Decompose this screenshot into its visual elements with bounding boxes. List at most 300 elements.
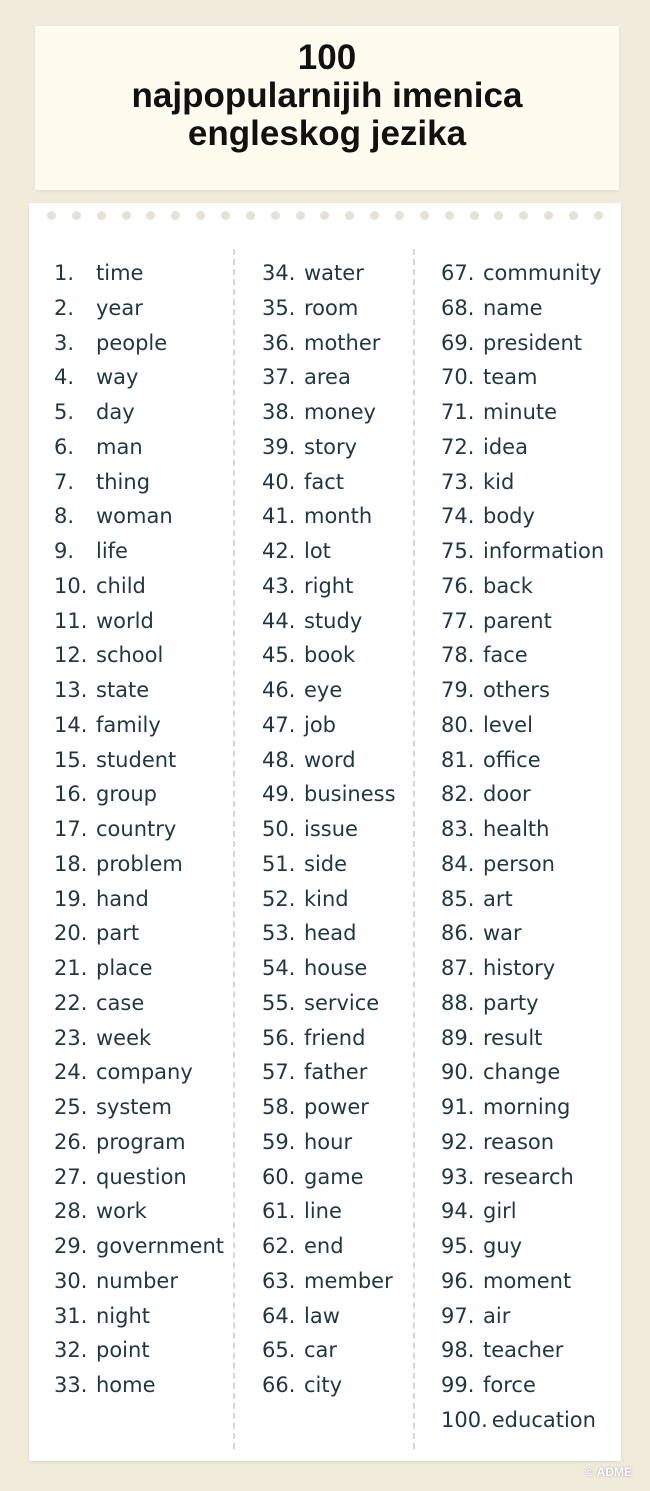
- item-number: 19.: [54, 886, 88, 911]
- item-word: teacher: [483, 1338, 564, 1363]
- list-item: [262, 777, 396, 812]
- item-number: 64.: [262, 1303, 296, 1328]
- item-word: student: [96, 747, 177, 772]
- item-number: 38.: [262, 400, 296, 424]
- list-item: [441, 534, 604, 569]
- binder-hole: [544, 211, 553, 220]
- item-word: air: [483, 1303, 511, 1328]
- binder-hole: [494, 211, 503, 220]
- item-number: 96.: [441, 1268, 475, 1293]
- item-number: 13.: [54, 678, 88, 702]
- binder-hole: [370, 211, 379, 220]
- list-item: [441, 326, 604, 361]
- list-item: [54, 812, 224, 847]
- item-word: program: [96, 1129, 186, 1154]
- item-word: team: [483, 365, 538, 390]
- item-number: 41.: [262, 504, 296, 529]
- item-number: 86.: [441, 921, 475, 946]
- item-word: house: [304, 956, 368, 980]
- item-word: government: [96, 1234, 225, 1258]
- binder-hole: [420, 211, 429, 220]
- item-number: 36.: [262, 330, 296, 355]
- item-word: man: [96, 434, 143, 459]
- item-word: art: [483, 886, 513, 911]
- item-word: car: [304, 1338, 338, 1363]
- item-word: health: [483, 817, 550, 841]
- item-number: 30.: [54, 1268, 88, 1293]
- item-word: place: [96, 956, 153, 980]
- binder-hole: [296, 211, 305, 220]
- item-word: parent: [483, 608, 552, 633]
- list-item: [262, 638, 396, 673]
- list-item: [54, 1055, 224, 1090]
- item-word: business: [304, 782, 396, 807]
- item-number: 60.: [262, 1164, 296, 1189]
- binder-hole: [122, 211, 131, 220]
- list-item: [262, 1125, 396, 1160]
- item-word: line: [304, 1199, 342, 1224]
- item-number: 42.: [262, 539, 296, 563]
- item-word: side: [304, 851, 348, 876]
- item-word: time: [96, 261, 144, 285]
- item-word: point: [96, 1338, 150, 1363]
- item-word: way: [96, 365, 139, 390]
- list-item: [262, 326, 396, 361]
- list-item: [262, 1090, 396, 1125]
- binder-hole: [72, 211, 81, 220]
- list-item: [262, 812, 396, 847]
- list-item: [54, 638, 224, 673]
- list-item: [441, 430, 604, 465]
- list-item: [262, 430, 396, 465]
- list-item: [262, 1368, 396, 1403]
- item-word: father: [304, 1060, 368, 1085]
- list-item: [441, 708, 604, 743]
- title-line-3: engleskog jezika: [187, 114, 467, 153]
- list-item: [54, 256, 224, 291]
- list-item: [54, 673, 224, 708]
- list-item: [441, 569, 604, 604]
- list-item: [441, 499, 604, 534]
- item-number: 70.: [441, 365, 475, 390]
- item-number: 65.: [262, 1338, 296, 1363]
- item-number: 40.: [262, 469, 296, 494]
- item-number: 37.: [262, 365, 296, 390]
- item-number: 59.: [262, 1129, 296, 1154]
- list-item: [441, 638, 604, 673]
- list-item: [54, 465, 224, 500]
- list-item: [54, 1160, 224, 1195]
- word-column-2: [262, 256, 396, 1403]
- item-word: community: [483, 261, 602, 285]
- list-item: [441, 1090, 604, 1125]
- item-word: country: [96, 817, 177, 841]
- item-number: 18.: [54, 851, 88, 876]
- binder-hole: [47, 211, 56, 220]
- item-number: 94.: [441, 1199, 475, 1224]
- list-item: [54, 777, 224, 812]
- item-word: game: [304, 1164, 364, 1189]
- item-word: level: [483, 712, 533, 737]
- list-item: [262, 465, 396, 500]
- item-number: 12.: [54, 643, 88, 668]
- item-word: head: [304, 921, 357, 946]
- list-item: [262, 1160, 396, 1195]
- item-number: 99.: [441, 1373, 475, 1397]
- item-word: force: [483, 1373, 536, 1397]
- item-number: 74.: [441, 504, 475, 529]
- item-number: 68.: [441, 295, 475, 320]
- item-word: minute: [483, 400, 558, 424]
- item-number: 71.: [441, 400, 475, 424]
- item-word: name: [483, 295, 543, 320]
- item-word: result: [483, 1025, 543, 1050]
- list-item: [54, 986, 224, 1021]
- list-item: [441, 1194, 604, 1229]
- title-line-2: najpopularnijih imenica: [131, 76, 523, 115]
- list-item: [441, 673, 604, 708]
- list-item: [441, 465, 604, 500]
- item-word: life: [96, 539, 128, 563]
- item-word: door: [483, 782, 531, 807]
- list-item: [441, 1403, 604, 1438]
- item-word: friend: [304, 1025, 366, 1050]
- item-number: 84.: [441, 851, 475, 876]
- word-column-1: [54, 256, 224, 1403]
- binder-hole: [594, 211, 603, 220]
- item-word: lot: [304, 539, 331, 563]
- list-item: [441, 1299, 604, 1334]
- list-item: [54, 882, 224, 917]
- item-word: home: [96, 1373, 156, 1397]
- item-number: 54.: [262, 956, 296, 980]
- column-divider: [233, 249, 235, 1449]
- item-number: 45.: [262, 643, 296, 668]
- item-number: 44.: [262, 608, 296, 633]
- item-word: year: [96, 295, 143, 320]
- item-number: 100.: [441, 1407, 488, 1432]
- item-number: 88.: [441, 990, 475, 1015]
- item-number: 89.: [441, 1025, 475, 1050]
- item-number: 48.: [262, 747, 296, 772]
- item-number: 92.: [441, 1129, 475, 1154]
- item-word: hand: [96, 886, 149, 911]
- item-number: 17.: [54, 817, 88, 841]
- item-word: number: [96, 1268, 178, 1293]
- item-number: 93.: [441, 1164, 475, 1189]
- column-divider: [413, 249, 415, 1449]
- item-number: 75.: [441, 539, 475, 563]
- item-word: office: [483, 747, 541, 772]
- item-word: city: [304, 1373, 343, 1397]
- list-item: [441, 986, 604, 1021]
- item-word: word: [304, 747, 356, 772]
- item-number: 49.: [262, 782, 296, 807]
- item-number: 14.: [54, 712, 88, 737]
- item-number: 69.: [441, 330, 475, 355]
- list-item: [54, 569, 224, 604]
- item-word: girl: [483, 1199, 517, 1224]
- item-number: 9.: [54, 539, 75, 563]
- list-item: [262, 1299, 396, 1334]
- item-word: part: [96, 921, 140, 946]
- item-word: book: [304, 643, 356, 668]
- item-number: 7.: [54, 469, 75, 494]
- item-number: 63.: [262, 1268, 296, 1293]
- item-number: 56.: [262, 1025, 296, 1050]
- item-number: 47.: [262, 712, 296, 737]
- list-item: [54, 395, 224, 430]
- item-word: world: [96, 608, 154, 633]
- item-word: war: [483, 921, 522, 946]
- item-word: money: [304, 400, 376, 424]
- item-word: person: [483, 851, 555, 876]
- item-word: company: [96, 1060, 193, 1085]
- item-number: 62.: [262, 1234, 296, 1258]
- list-item: [54, 291, 224, 326]
- item-word: others: [483, 678, 550, 702]
- item-number: 82.: [441, 782, 475, 807]
- list-item: [54, 951, 224, 986]
- item-number: 22.: [54, 990, 88, 1015]
- list-item: [54, 604, 224, 639]
- item-number: 81.: [441, 747, 475, 772]
- item-number: 20.: [54, 921, 88, 946]
- binder-hole: [470, 211, 479, 220]
- list-item: [441, 951, 604, 986]
- list-item: [54, 743, 224, 778]
- list-item: [441, 360, 604, 395]
- item-number: 34.: [262, 261, 296, 285]
- list-item: [441, 916, 604, 951]
- item-number: 77.: [441, 608, 475, 633]
- binder-hole: [196, 211, 205, 220]
- item-word: issue: [304, 817, 358, 841]
- item-number: 32.: [54, 1338, 88, 1363]
- list-item: [441, 604, 604, 639]
- list-item: [441, 847, 604, 882]
- list-item: [54, 1125, 224, 1160]
- item-number: 72.: [441, 434, 475, 459]
- binder-hole: [320, 211, 329, 220]
- item-word: face: [483, 643, 528, 668]
- item-word: mother: [304, 330, 381, 355]
- item-number: 1.: [54, 261, 75, 285]
- item-word: problem: [96, 851, 183, 876]
- list-item: [262, 673, 396, 708]
- item-word: guy: [483, 1234, 523, 1258]
- item-word: people: [96, 330, 168, 355]
- binder-hole: [519, 211, 528, 220]
- list-item: [441, 882, 604, 917]
- item-number: 27.: [54, 1164, 88, 1189]
- title-card: [35, 26, 619, 190]
- item-number: 15.: [54, 747, 88, 772]
- item-number: 21.: [54, 956, 88, 980]
- list-item: [441, 743, 604, 778]
- binder-holes: [29, 211, 621, 223]
- list-item: [441, 1333, 604, 1368]
- list-item: [54, 1090, 224, 1125]
- item-word: power: [304, 1095, 369, 1119]
- item-word: water: [304, 261, 364, 285]
- item-number: 3.: [54, 330, 75, 355]
- list-item: [262, 256, 396, 291]
- item-number: 33.: [54, 1373, 88, 1397]
- item-word: body: [483, 504, 535, 529]
- item-word: night: [96, 1303, 151, 1328]
- item-number: 57.: [262, 1060, 296, 1085]
- item-word: service: [304, 990, 380, 1015]
- item-number: 11.: [54, 608, 88, 633]
- item-number: 6.: [54, 434, 75, 459]
- item-word: idea: [483, 434, 528, 459]
- item-number: 29.: [54, 1234, 88, 1258]
- item-word: fact: [304, 469, 345, 494]
- item-word: kid: [483, 469, 515, 494]
- item-word: case: [96, 990, 145, 1015]
- item-number: 39.: [262, 434, 296, 459]
- adme-watermark: © ADME: [584, 1465, 632, 1479]
- item-word: child: [96, 573, 146, 598]
- item-word: member: [304, 1268, 393, 1293]
- list-item: [54, 1333, 224, 1368]
- list-item: [262, 604, 396, 639]
- item-number: 35.: [262, 295, 296, 320]
- binder-hole: [171, 211, 180, 220]
- item-word: month: [304, 504, 373, 529]
- list-item: [54, 847, 224, 882]
- binder-hole: [246, 211, 255, 220]
- item-number: 97.: [441, 1303, 475, 1328]
- list-item: [441, 395, 604, 430]
- list-item: [54, 430, 224, 465]
- item-number: 4.: [54, 365, 75, 390]
- item-word: system: [96, 1095, 172, 1119]
- binder-hole: [97, 211, 106, 220]
- item-word: study: [304, 608, 363, 633]
- item-number: 43.: [262, 573, 296, 598]
- binder-hole: [445, 211, 454, 220]
- binder-hole: [395, 211, 404, 220]
- item-number: 2.: [54, 295, 75, 320]
- list-item: [262, 951, 396, 986]
- list-item: [54, 326, 224, 361]
- item-number: 91.: [441, 1095, 475, 1119]
- list-item: [262, 1229, 396, 1264]
- list-item: [441, 256, 604, 291]
- list-item: [262, 882, 396, 917]
- list-item: [441, 1055, 604, 1090]
- list-item: [441, 1368, 604, 1403]
- item-word: back: [483, 573, 533, 598]
- item-number: 90.: [441, 1060, 475, 1085]
- list-item: [262, 569, 396, 604]
- list-item: [262, 499, 396, 534]
- item-word: morning: [483, 1095, 571, 1119]
- item-word: work: [96, 1199, 147, 1224]
- binder-hole: [221, 211, 230, 220]
- item-number: 85.: [441, 886, 475, 911]
- list-item: [54, 1194, 224, 1229]
- item-word: day: [96, 400, 135, 424]
- word-column-3: [441, 256, 604, 1438]
- item-word: education: [491, 1407, 596, 1432]
- item-word: hour: [304, 1129, 353, 1154]
- list-item: [54, 1299, 224, 1334]
- list-item: [262, 743, 396, 778]
- item-word: story: [304, 434, 358, 459]
- list-item: [262, 534, 396, 569]
- item-number: 53.: [262, 921, 296, 946]
- item-number: 5.: [54, 400, 75, 424]
- list-item: [54, 916, 224, 951]
- item-number: 50.: [262, 817, 296, 841]
- list-item: [54, 1021, 224, 1056]
- item-number: 98.: [441, 1338, 475, 1363]
- item-number: 23.: [54, 1025, 88, 1050]
- list-item: [441, 1125, 604, 1160]
- list-item: [262, 986, 396, 1021]
- item-number: 55.: [262, 990, 296, 1015]
- item-word: research: [483, 1164, 574, 1189]
- item-word: school: [96, 643, 164, 668]
- item-number: 16.: [54, 782, 88, 807]
- binder-hole: [345, 211, 354, 220]
- list-item: [262, 1021, 396, 1056]
- item-number: 73.: [441, 469, 475, 494]
- list-item: [441, 812, 604, 847]
- list-item: [54, 534, 224, 569]
- item-number: 51.: [262, 851, 296, 876]
- item-word: kind: [304, 886, 349, 911]
- item-word: end: [304, 1234, 344, 1258]
- list-item: [441, 1264, 604, 1299]
- item-number: 83.: [441, 817, 475, 841]
- list-item: [54, 1264, 224, 1299]
- item-number: 46.: [262, 678, 296, 702]
- list-item: [262, 708, 396, 743]
- item-number: 67.: [441, 261, 475, 285]
- list-item: [262, 847, 396, 882]
- item-word: law: [304, 1303, 340, 1328]
- item-number: 8.: [54, 504, 75, 529]
- item-word: state: [96, 678, 150, 702]
- item-word: family: [96, 712, 161, 737]
- item-word: information: [483, 539, 605, 563]
- list-item: [441, 291, 604, 326]
- list-item: [262, 916, 396, 951]
- item-number: 28.: [54, 1199, 88, 1224]
- item-number: 58.: [262, 1095, 296, 1119]
- title-number: 100: [297, 38, 357, 77]
- item-word: thing: [96, 469, 151, 494]
- list-item: [262, 1333, 396, 1368]
- item-number: 61.: [262, 1199, 296, 1224]
- list-item: [262, 395, 396, 430]
- item-number: 31.: [54, 1303, 88, 1328]
- list-item: [441, 1160, 604, 1195]
- list-item: [54, 360, 224, 395]
- item-number: 76.: [441, 573, 475, 598]
- item-word: moment: [483, 1268, 572, 1293]
- item-word: party: [483, 990, 539, 1015]
- list-item: [54, 708, 224, 743]
- binder-hole: [569, 211, 578, 220]
- list-item: [54, 1368, 224, 1403]
- list-item: [262, 1194, 396, 1229]
- item-word: change: [483, 1060, 561, 1085]
